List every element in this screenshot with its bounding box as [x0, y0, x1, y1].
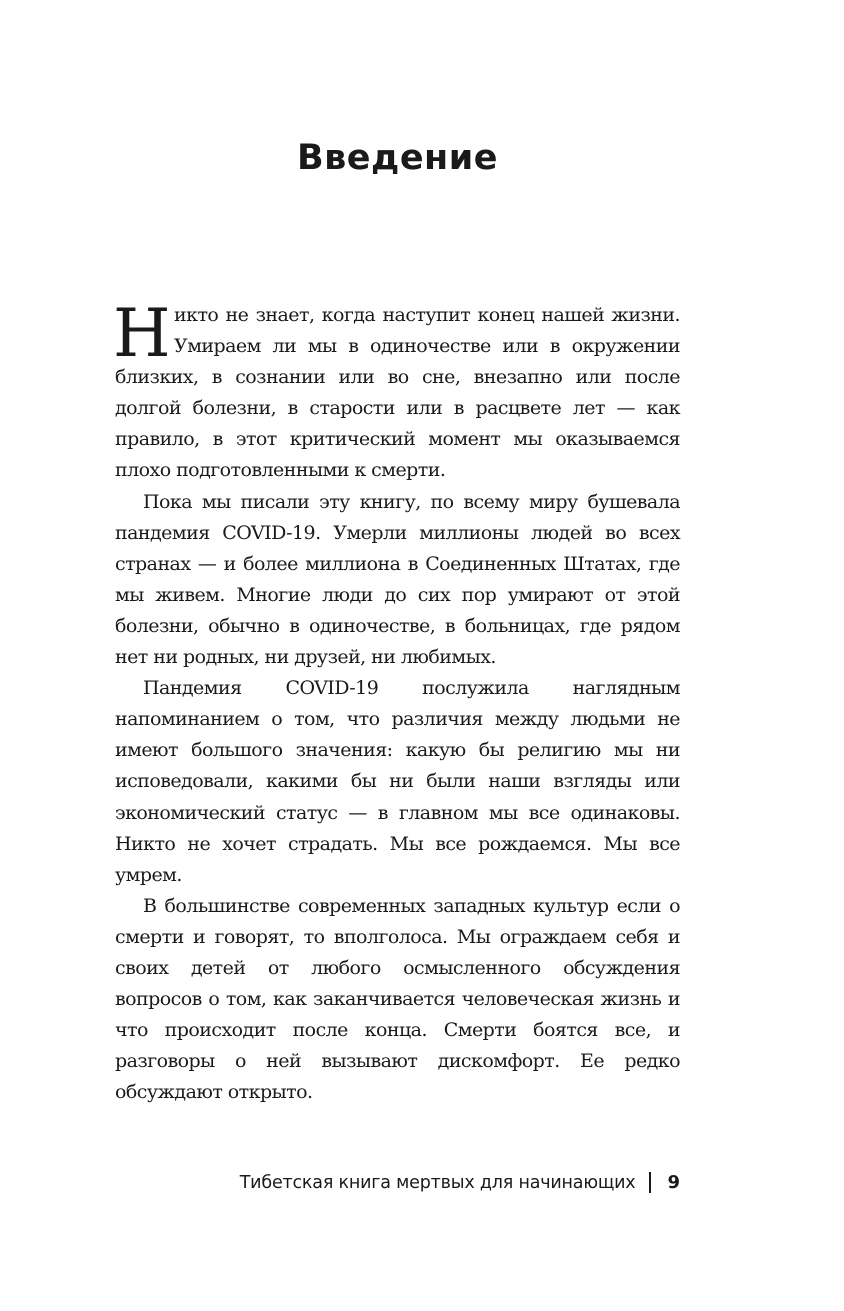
- chapter-title: Введение: [296, 138, 498, 178]
- paragraph-4: В большинстве современных западных культур если о смерти и говорят, то вполголоса. Мы ограждаем себя и своих детей от любого осмысленного обсуждения вопросов о том, как заканчивается человеческая жизнь и что происходит после конца. Смерти боятся все, и разговоры о ней вызывают дискомфорт. Ее редко обсуждают открыто.: [115, 894, 680, 1104]
- paragraph-2: Пока мы писали эту книгу, по всему миру бушевала пандемия COVID-19. Умерли миллионы людей во всех странах — и более миллиона в Соединенных Штатах, где мы живем. Многие люди до сих пор умирают от этой болезни, обычно в одиночестве, в больницах, где рядом нет ни родных, ни друзей, ни любимых.: [115, 490, 680, 669]
- paragraph-1-text: икто не знает, когда наступит конец нашей жизни. Умираем ли мы в одиночестве или в окружении близких, в сознании или во сне, внезапно или после долгой болезни, в старости или в расцвете лет — как правило, в этот критический момент мы оказываемся плохо подготовленными к смерти.: [115, 304, 680, 482]
- running-footer: [240, 1172, 680, 1193]
- footer-book-title: Тибетская книга мертвых для начинающих: [239, 1172, 636, 1193]
- page-number: 9: [667, 1172, 680, 1193]
- footer-separator: [649, 1172, 651, 1193]
- body-text: [113, 295, 680, 1108]
- book-page: [115, 0, 680, 1311]
- drop-cap: Н: [113, 295, 171, 372]
- paragraph-1: [113, 295, 680, 487]
- paragraph-3: Пандемия COVID-19 послужила наглядным напоминанием о том, что различия между людьми не имеют большого значения: какую бы религию мы ни исповедовали, какими бы ни были наши взгляды или экономический статус — в главном мы все одинаковы. Никто не хочет страдать. Мы все рождаемся. Мы все умрем.: [115, 677, 680, 886]
